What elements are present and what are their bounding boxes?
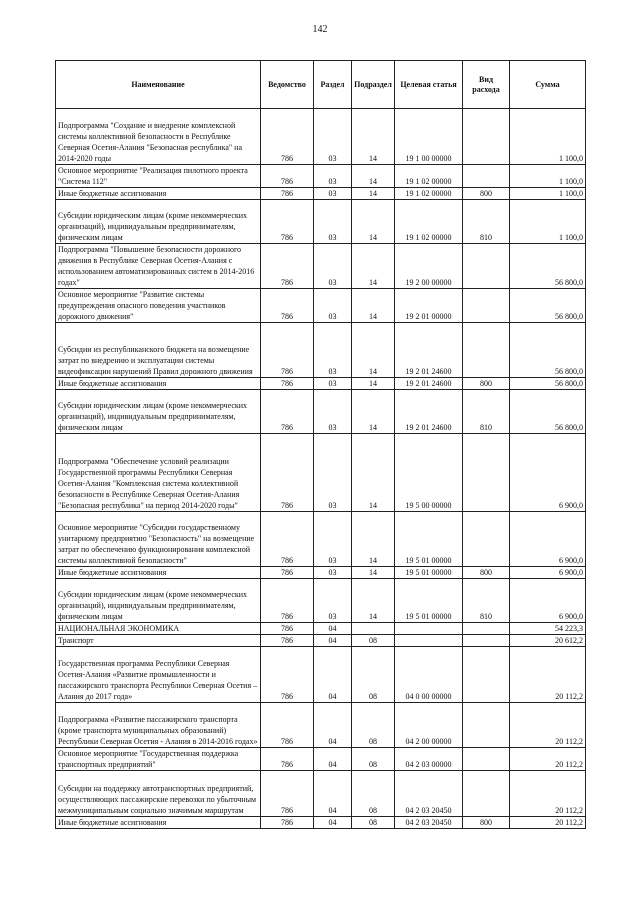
table-row xyxy=(56,165,586,188)
table-row xyxy=(56,512,586,567)
cell-name: Подпрограмма «Развитие пассажирского транспорта (кроме транспорта муниципальных образований) Республики Северная Осетия - Алания в 2014-2016 годах» xyxy=(56,703,261,748)
cell-target: 04 2 03 20450 xyxy=(395,771,463,817)
cell-expense-type xyxy=(463,434,510,512)
cell-dept: 786 xyxy=(261,109,314,165)
cell-sum: 56 800,0 xyxy=(510,289,586,323)
cell-dept: 786 xyxy=(261,579,314,623)
cell-dept: 786 xyxy=(261,378,314,390)
cell-section: 03 xyxy=(314,109,352,165)
table-row xyxy=(56,378,586,390)
cell-name: Субсидии юридическим лицам (кроме некоммерческих организаций), индивидуальным предпринимателям, физическим лицам xyxy=(56,200,261,244)
cell-target: 19 5 01 00000 xyxy=(395,512,463,567)
cell-section: 03 xyxy=(314,200,352,244)
cell-sum: 6 900,0 xyxy=(510,512,586,567)
cell-target: 04 2 03 20450 xyxy=(395,817,463,829)
cell-section: 03 xyxy=(314,378,352,390)
cell-expense-type xyxy=(463,323,510,378)
cell-expense-type xyxy=(463,244,510,289)
cell-subsection: 14 xyxy=(352,188,395,200)
table-row xyxy=(56,434,586,512)
cell-expense-type xyxy=(463,623,510,635)
header-section: Раздел xyxy=(314,61,352,109)
cell-sum: 56 800,0 xyxy=(510,390,586,434)
cell-dept: 786 xyxy=(261,635,314,647)
cell-dept: 786 xyxy=(261,748,314,771)
budget-table xyxy=(55,60,586,829)
cell-sum: 56 800,0 xyxy=(510,378,586,390)
cell-subsection: 14 xyxy=(352,378,395,390)
cell-name: Иные бюджетные ассигнования xyxy=(56,817,261,829)
cell-subsection: 08 xyxy=(352,635,395,647)
cell-name: Субсидии юридическим лицам (кроме некоммерческих организаций), индивидуальным предпринимателям, физическим лицам xyxy=(56,390,261,434)
cell-expense-type: 810 xyxy=(463,390,510,434)
table-row xyxy=(56,771,586,817)
cell-name: Субсидии из республиканского бюджета на возмещение затрат по внедрению и эксплуатации системы видеофиксации нарушений Правил дорожного движения xyxy=(56,323,261,378)
cell-name: Иные бюджетные ассигнования xyxy=(56,567,261,579)
cell-dept: 786 xyxy=(261,244,314,289)
cell-sum: 6 900,0 xyxy=(510,579,586,623)
cell-expense-type: 810 xyxy=(463,200,510,244)
cell-target xyxy=(395,623,463,635)
table-row xyxy=(56,579,586,623)
cell-dept: 786 xyxy=(261,165,314,188)
cell-dept: 786 xyxy=(261,323,314,378)
cell-sum: 6 900,0 xyxy=(510,434,586,512)
cell-dept: 786 xyxy=(261,390,314,434)
cell-sum: 1 100,0 xyxy=(510,188,586,200)
cell-sum: 1 100,0 xyxy=(510,165,586,188)
cell-name: Основное мероприятие "Субсидии государственному унитарному предприятию "Безопасность" на возмещение затрат по обеспечению функционирования комплексной системы коллективной безопасности" xyxy=(56,512,261,567)
cell-expense-type: 800 xyxy=(463,378,510,390)
cell-sum: 20 112,2 xyxy=(510,771,586,817)
cell-target: 19 5 01 00000 xyxy=(395,579,463,623)
cell-dept: 786 xyxy=(261,703,314,748)
cell-target: 19 2 01 24600 xyxy=(395,323,463,378)
cell-target xyxy=(395,635,463,647)
cell-section: 04 xyxy=(314,647,352,703)
header-sum: Сумма xyxy=(510,61,586,109)
cell-section: 04 xyxy=(314,748,352,771)
cell-name: Подпрограмма "Обеспечение условий реализации Государственной программы Республики Северная Осетия-Алания "Комплексная система коллективной безопасности в Республике Северная Осетия-Алания "Безопасная республика" на период 2014-2020 годы" xyxy=(56,434,261,512)
cell-dept: 786 xyxy=(261,188,314,200)
cell-section: 03 xyxy=(314,512,352,567)
cell-subsection: 14 xyxy=(352,567,395,579)
table-row xyxy=(56,635,586,647)
table-row xyxy=(56,244,586,289)
cell-name: Основное мероприятие "Государственная поддержка транспортных предприятий" xyxy=(56,748,261,771)
cell-section: 03 xyxy=(314,165,352,188)
cell-section: 04 xyxy=(314,623,352,635)
cell-sum: 56 800,0 xyxy=(510,323,586,378)
cell-sum: 20 112,2 xyxy=(510,647,586,703)
cell-expense-type xyxy=(463,647,510,703)
cell-section: 04 xyxy=(314,817,352,829)
cell-name: НАЦИОНАЛЬНАЯ ЭКОНОМИКА xyxy=(56,623,261,635)
cell-sum: 20 112,2 xyxy=(510,817,586,829)
cell-sum: 6 900,0 xyxy=(510,567,586,579)
cell-name: Иные бюджетные ассигнования xyxy=(56,378,261,390)
table-row xyxy=(56,200,586,244)
cell-expense-type xyxy=(463,635,510,647)
cell-target: 19 5 00 00000 xyxy=(395,434,463,512)
cell-name: Основное мероприятие "Развитие системы предупреждения опасного поведения участников дорожного движения" xyxy=(56,289,261,323)
header-subsection: Подраздел xyxy=(352,61,395,109)
cell-sum: 20 112,2 xyxy=(510,703,586,748)
cell-subsection: 14 xyxy=(352,434,395,512)
cell-section: 04 xyxy=(314,635,352,647)
cell-sum: 54 223,3 xyxy=(510,623,586,635)
cell-target: 04 0 00 00000 xyxy=(395,647,463,703)
cell-dept: 786 xyxy=(261,200,314,244)
cell-dept: 786 xyxy=(261,289,314,323)
cell-section: 03 xyxy=(314,390,352,434)
cell-subsection: 08 xyxy=(352,748,395,771)
cell-dept: 786 xyxy=(261,512,314,567)
cell-target: 19 1 02 00000 xyxy=(395,165,463,188)
cell-name: Государственная программа Республики Северная Осетия-Алания «Развитие промышленности и пассажирского транспорта Республики Северная Осетия – Алания до 2017 года» xyxy=(56,647,261,703)
page-number: 142 xyxy=(312,24,328,35)
table-row xyxy=(56,817,586,829)
cell-subsection: 08 xyxy=(352,817,395,829)
table-row xyxy=(56,109,586,165)
cell-name: Субсидии юридическим лицам (кроме некоммерческих организаций), индивидуальным предпринимателям, физическим лицам xyxy=(56,579,261,623)
cell-section: 03 xyxy=(314,579,352,623)
cell-dept: 786 xyxy=(261,567,314,579)
cell-name: Иные бюджетные ассигнования xyxy=(56,188,261,200)
cell-expense-type xyxy=(463,748,510,771)
cell-section: 04 xyxy=(314,703,352,748)
cell-expense-type xyxy=(463,512,510,567)
cell-expense-type xyxy=(463,289,510,323)
cell-subsection: 14 xyxy=(352,109,395,165)
cell-target: 19 2 01 24600 xyxy=(395,378,463,390)
cell-section: 03 xyxy=(314,434,352,512)
cell-section: 03 xyxy=(314,289,352,323)
table-row xyxy=(56,748,586,771)
table-row xyxy=(56,647,586,703)
cell-sum: 20 112,2 xyxy=(510,748,586,771)
cell-subsection: 08 xyxy=(352,647,395,703)
table-header xyxy=(56,61,586,109)
cell-expense-type xyxy=(463,771,510,817)
cell-section: 03 xyxy=(314,188,352,200)
cell-subsection: 08 xyxy=(352,771,395,817)
cell-subsection: 08 xyxy=(352,703,395,748)
cell-section: 03 xyxy=(314,323,352,378)
cell-subsection xyxy=(352,623,395,635)
cell-target: 04 2 03 00000 xyxy=(395,748,463,771)
cell-dept: 786 xyxy=(261,647,314,703)
header-target: Целевая статья xyxy=(395,61,463,109)
header-expense-type: Вид расхода xyxy=(463,61,510,109)
table-row xyxy=(56,703,586,748)
cell-expense-type: 810 xyxy=(463,579,510,623)
cell-name: Основное мероприятие "Реализация пилотного проекта "Система 112" xyxy=(56,165,261,188)
cell-sum: 20 612,2 xyxy=(510,635,586,647)
cell-dept: 786 xyxy=(261,771,314,817)
cell-expense-type xyxy=(463,109,510,165)
cell-sum: 1 100,0 xyxy=(510,200,586,244)
cell-expense-type: 800 xyxy=(463,817,510,829)
cell-dept: 786 xyxy=(261,623,314,635)
cell-name: Подпрограмма "Повышение безопасности дорожного движения в Республике Северная Осетия-Алания с использованием автоматизированных систем в 2014-2016 годах" xyxy=(56,244,261,289)
cell-target: 19 5 01 00000 xyxy=(395,567,463,579)
cell-section: 04 xyxy=(314,771,352,817)
table-row xyxy=(56,567,586,579)
table-row xyxy=(56,188,586,200)
cell-dept: 786 xyxy=(261,817,314,829)
cell-subsection: 14 xyxy=(352,244,395,289)
cell-target: 19 2 00 00000 xyxy=(395,244,463,289)
cell-sum: 1 100,0 xyxy=(510,109,586,165)
cell-expense-type: 800 xyxy=(463,567,510,579)
cell-target: 19 2 01 24600 xyxy=(395,390,463,434)
table-body xyxy=(56,109,586,829)
table-row xyxy=(56,390,586,434)
cell-subsection: 14 xyxy=(352,289,395,323)
cell-target: 19 1 02 00000 xyxy=(395,188,463,200)
cell-subsection: 14 xyxy=(352,323,395,378)
cell-subsection: 14 xyxy=(352,165,395,188)
cell-subsection: 14 xyxy=(352,200,395,244)
cell-name: Транспорт xyxy=(56,635,261,647)
header-name: Наименование xyxy=(56,61,261,109)
table-row xyxy=(56,623,586,635)
table-row xyxy=(56,289,586,323)
cell-dept: 786 xyxy=(261,434,314,512)
cell-target: 19 2 01 00000 xyxy=(395,289,463,323)
cell-name: Подпрограмма "Создание и внедрение комплексной системы коллективной безопасности в Республике Северная Осетия-Алания "Безопасная республика" на 2014-2020 годы xyxy=(56,109,261,165)
cell-subsection: 14 xyxy=(352,512,395,567)
cell-expense-type xyxy=(463,165,510,188)
cell-expense-type xyxy=(463,703,510,748)
cell-subsection: 14 xyxy=(352,579,395,623)
cell-subsection: 14 xyxy=(352,390,395,434)
cell-target: 04 2 00 00000 xyxy=(395,703,463,748)
cell-name: Субсидии на поддержку автотранспортных предприятий, осуществляющих пассажирские перевозки по убыточным межмуниципальным социально значимым маршрутам xyxy=(56,771,261,817)
cell-section: 03 xyxy=(314,567,352,579)
cell-target: 19 1 02 00000 xyxy=(395,200,463,244)
cell-section: 03 xyxy=(314,244,352,289)
header-dept: Ведомство xyxy=(261,61,314,109)
cell-expense-type: 800 xyxy=(463,188,510,200)
table-row xyxy=(56,323,586,378)
cell-target: 19 1 00 00000 xyxy=(395,109,463,165)
cell-sum: 56 800,0 xyxy=(510,244,586,289)
